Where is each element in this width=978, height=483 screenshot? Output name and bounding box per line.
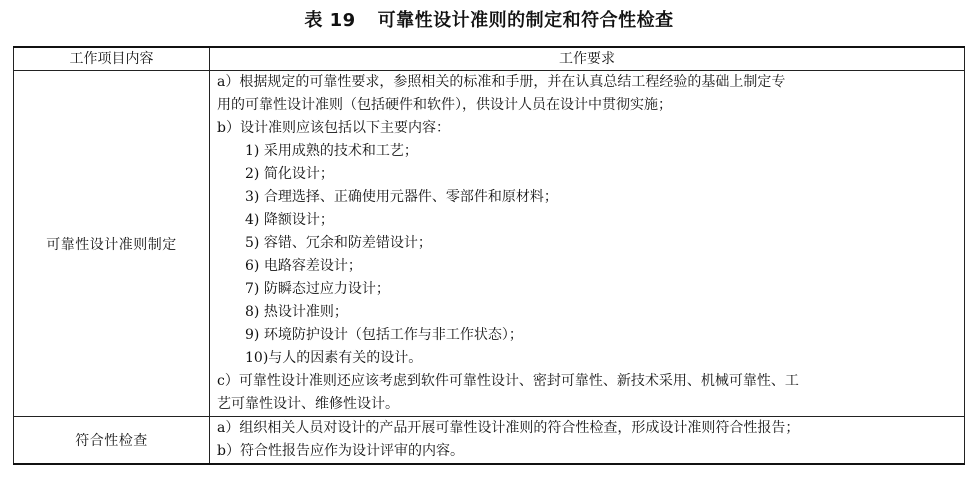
requirement-subitem: 9) 环境防护设计（包括工作与非工作状态）； — [245, 327, 523, 343]
requirement-subitem: 4) 降额设计； — [245, 212, 334, 228]
table-caption — [0, 8, 978, 34]
table-header-row — [14, 47, 965, 71]
requirement-subitem: 6) 电路容差设计； — [245, 258, 362, 274]
requirement-line: b）符合性报告应作为设计评审的内容。 — [217, 443, 464, 459]
requirement-line: a）根据规定的可靠性要求，参照相关的标准和手册，并在认真总结工程经验的基础上制定专 — [217, 74, 786, 90]
requirements-table — [13, 46, 965, 465]
requirement-subitem: 7) 防瞬态过应力设计； — [245, 281, 390, 297]
row-item-compliance-check: 符合性检查 — [14, 417, 210, 465]
header-item-content: 工作项目内容 — [14, 47, 210, 71]
requirement-line: c）可靠性设计准则还应该考虑到软件可靠性设计、密封可靠性、新技术采用、机械可靠性、工 — [217, 373, 799, 389]
requirement-line: 用的可靠性设计准则（包括硬件和软件），供设计人员在设计中贯彻实施； — [217, 97, 672, 113]
header-work-requirement: 工作要求 — [210, 47, 965, 71]
row-requirements-design-criteria — [210, 71, 965, 417]
requirement-line: a）组织相关人员对设计的产品开展可靠性设计准则的符合性检查，形成设计准则符合性报告； — [217, 420, 800, 436]
table-row-compliance-check — [14, 417, 965, 465]
requirement-subitem: 10)与人的因素有关的设计。 — [245, 350, 423, 366]
requirement-subitem: 3) 合理选择、正确使用元器件、零部件和原材料； — [245, 189, 558, 205]
requirement-subitem: 1) 采用成熟的技术和工艺； — [245, 143, 418, 159]
row-requirements-compliance-check — [210, 417, 965, 465]
table-caption-title: 可靠性设计准则的制定和符合性检查 — [377, 10, 674, 31]
table-row-design-criteria — [14, 71, 965, 417]
requirement-subitem: 8) 热设计准则； — [245, 304, 348, 320]
row-item-design-criteria: 可靠性设计准则制定 — [14, 71, 210, 417]
table-caption-number: 表 19 — [304, 10, 356, 31]
requirement-subitem: 2) 简化设计； — [245, 166, 334, 182]
requirement-subitem: 5) 容错、冗余和防差错设计； — [245, 235, 432, 251]
requirement-line: 艺可靠性设计、维修性设计。 — [217, 396, 399, 412]
requirement-line: b）设计准则应该包括以下主要内容： — [217, 120, 450, 136]
